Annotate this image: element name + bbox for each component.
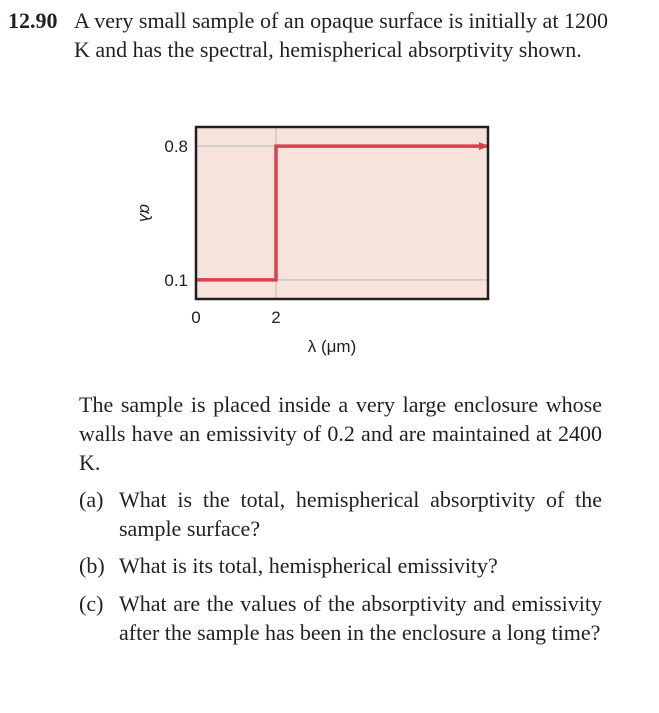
question-text: What are the values of the absorptivity and emissivity after the sample has been in the enclosure a long time? (119, 591, 602, 645)
question-label: (c) (79, 591, 104, 616)
y-tick-label: 0.1 (164, 270, 188, 290)
y-tick-labels (164, 137, 188, 290)
problem-text: A very small sample of an opaque surface is initially at 1200 K and has the spectral, hemispherical absorptivity shown. (74, 8, 608, 62)
y-tick-label: 0.8 (164, 137, 188, 157)
x-tick-label: 2 (271, 308, 281, 327)
chart-canvas (120, 118, 520, 358)
plot-background (196, 127, 488, 299)
x-tick-labels (191, 308, 280, 327)
question-label: (a) (79, 487, 104, 512)
enclosure-paragraph: The sample is placed inside a very large enclosure whose walls have an emissivity of 0.2 and are maintained at 2400 K. (79, 392, 602, 475)
question-text: What is the total, hemispherical absorptivity of the sample surface? (119, 487, 602, 541)
y-axis-label: αλ (136, 203, 155, 223)
x-tick-label: 0 (191, 308, 201, 327)
question-c (79, 589, 602, 647)
problem-number: 12.90 (8, 8, 58, 33)
absorptivity-chart (120, 118, 520, 358)
question-a (79, 485, 602, 543)
question-text: What is its total, hemispherical emissivity? (119, 553, 498, 578)
x-axis-label: λ (μm) (307, 337, 357, 356)
question-b (79, 551, 602, 580)
problem-statement (8, 6, 608, 64)
question-label: (b) (79, 553, 105, 578)
